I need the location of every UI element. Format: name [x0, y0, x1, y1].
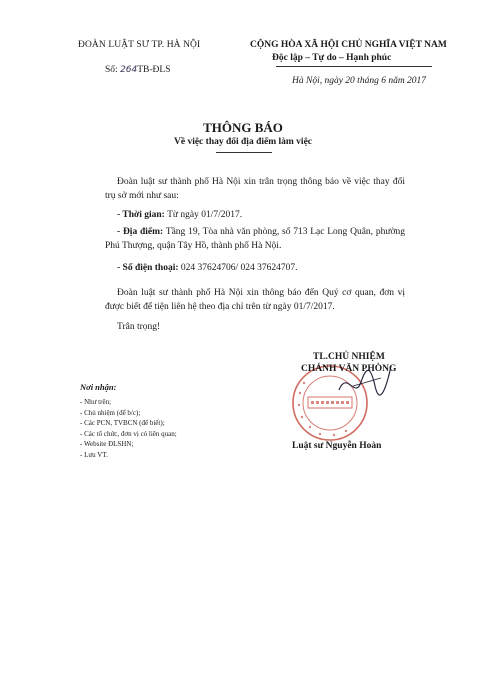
document-title: THÔNG BÁO: [203, 120, 283, 135]
date-line: Hà Nội, ngày 20 tháng 6 năm 2017: [292, 76, 427, 86]
doc-no-prefix: Số:: [105, 65, 118, 75]
time-label: - Thời gian:: [117, 210, 165, 220]
recipients-title: Nơi nhận:: [80, 382, 117, 392]
recipients-list: [80, 397, 177, 460]
organization-name: ĐOÀN LUẬT SƯ TP. HÀ NỘI: [78, 40, 201, 50]
closing-paragraph: Đoàn luật sư thành phố Hà Nội xin thông báo đến Quý cơ quan, đơn vị được biết để tiện liên hệ theo địa chỉ trên từ ngày 01/7/2017.: [105, 288, 405, 312]
recipient-item: - Các tổ chức, đơn vị có liên quan;: [80, 429, 177, 438]
recipient-item: - Lưu VT.: [80, 450, 108, 459]
place-label: - Địa điểm:: [117, 227, 164, 237]
phone-label: - Số điện thoại:: [117, 263, 179, 273]
time-line: [105, 208, 405, 222]
document-number: [105, 65, 171, 75]
intro-paragraph: Đoàn luật sư thành phố Hà Nội xin trân trọng thông báo về việc thay đổi trụ sở mới như sau:: [105, 177, 405, 201]
place-value: Tầng 19, Tòa nhà văn phòng, số 713 Lạc Long Quân, phường Phú Thượng, quận Tây Hồ, thành phố Hà Nội.: [105, 227, 405, 251]
recipient-item: - Như trên;: [80, 398, 112, 406]
time-value: Từ ngày 01/7/2017.: [164, 210, 243, 220]
signer-name: Luật sư Nguyễn Hoàn: [292, 441, 382, 451]
phone-value: 024 37624706/ 024 37624707.: [178, 263, 298, 273]
title-underline: [216, 152, 272, 153]
place-line: [105, 225, 405, 253]
national-title: CỘNG HÒA XÃ HỘI CHỦ NGHĨA VIỆT NAM: [250, 40, 447, 50]
regards-line: Trân trọng!: [117, 322, 161, 332]
signature-title-line1: TL.CHỦ NHIỆM: [313, 352, 385, 362]
phone-line: [105, 261, 405, 275]
doc-no-handwritten: 264: [120, 65, 138, 75]
recipient-item: - Chủ nhiệm (để b/c);: [80, 408, 141, 417]
national-motto: Độc lập – Tự do – Hạnh phúc: [272, 53, 392, 63]
document-subtitle: Về việc thay đổi địa điểm làm việc: [174, 137, 312, 147]
motto-underline: [276, 66, 432, 67]
signature-title-line2: CHÁNH VĂN PHÒNG: [301, 364, 397, 374]
recipient-item: - Các PCN, TVBCN (để biết);: [80, 419, 165, 427]
recipient-item: - Website ĐLSHN;: [80, 440, 134, 448]
doc-no-suffix: TB-ĐLS: [137, 65, 171, 75]
